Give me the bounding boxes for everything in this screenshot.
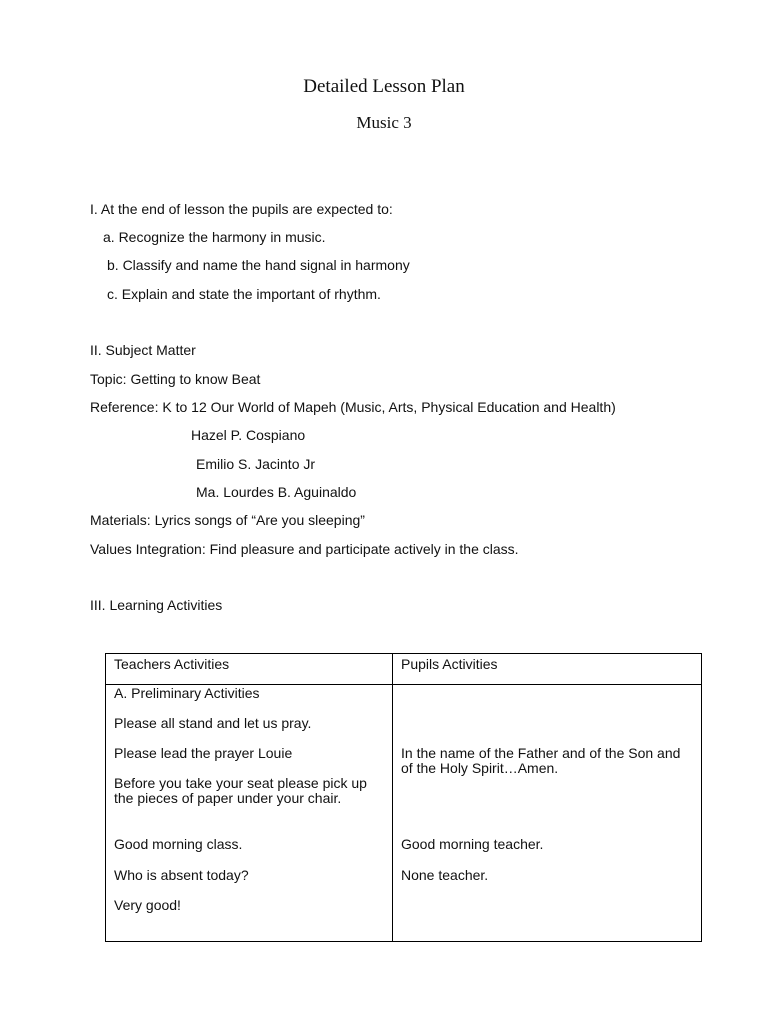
document-title: Detailed Lesson Plan	[303, 76, 465, 97]
subject-matter-heading: II. Subject Matter	[90, 342, 196, 358]
pupil-line-3: None teacher.	[401, 867, 489, 883]
table-row	[106, 685, 702, 942]
activities-table	[105, 653, 702, 942]
table-header-pupils-label: Pupils Activities	[401, 656, 498, 672]
teacher-activities-cell	[106, 685, 393, 942]
document-subtitle: Music 3	[356, 113, 412, 132]
values-integration-line: Values Integration: Find pleasure and participate actively in the class.	[90, 541, 519, 557]
objective-a: a. Recognize the harmony in music.	[103, 229, 326, 245]
pupil-line-1: In the name of the Father and of the Son and of the Holy Spirit…Amen.	[401, 745, 681, 776]
table-header-teachers	[106, 654, 393, 685]
objectives-intro: I. At the end of lesson the pupils are expected to:	[90, 201, 393, 217]
objective-b: b. Classify and name the hand signal in harmony	[107, 257, 410, 273]
pupil-line-2: Good morning teacher.	[401, 836, 544, 852]
teacher-line-3: Please lead the prayer Louie	[114, 745, 293, 761]
author-3: Ma. Lourdes B. Aguinaldo	[196, 484, 357, 500]
topic-line: Topic: Getting to know Beat	[90, 371, 261, 387]
learning-activities-heading: III. Learning Activities	[90, 597, 223, 613]
pupils-activities-cell	[393, 685, 702, 942]
materials-line: Materials: Lyrics songs of “Are you sleeping”	[90, 512, 365, 528]
teacher-line-2: Please all stand and let us pray.	[114, 715, 312, 731]
teacher-line-6: Who is absent today?	[114, 867, 249, 883]
table-header-row	[106, 654, 702, 685]
teacher-line-7: Very good!	[114, 897, 181, 913]
table-header-pupils	[393, 654, 702, 685]
reference-line: Reference: K to 12 Our World of Mapeh (Music, Arts, Physical Education and Health)	[90, 399, 616, 415]
author-1: Hazel P. Cospiano	[191, 427, 306, 443]
teacher-line-4: Before you take your seat please pick up the pieces of paper under your chair.	[114, 775, 367, 806]
table-header-teachers-label: Teachers Activities	[114, 656, 230, 672]
teacher-line-1: A. Preliminary Activities	[114, 685, 260, 701]
teacher-line-5: Good morning class.	[114, 836, 243, 852]
author-2: Emilio S. Jacinto Jr	[196, 456, 316, 472]
objective-c: c. Explain and state the important of rhythm.	[107, 286, 381, 302]
